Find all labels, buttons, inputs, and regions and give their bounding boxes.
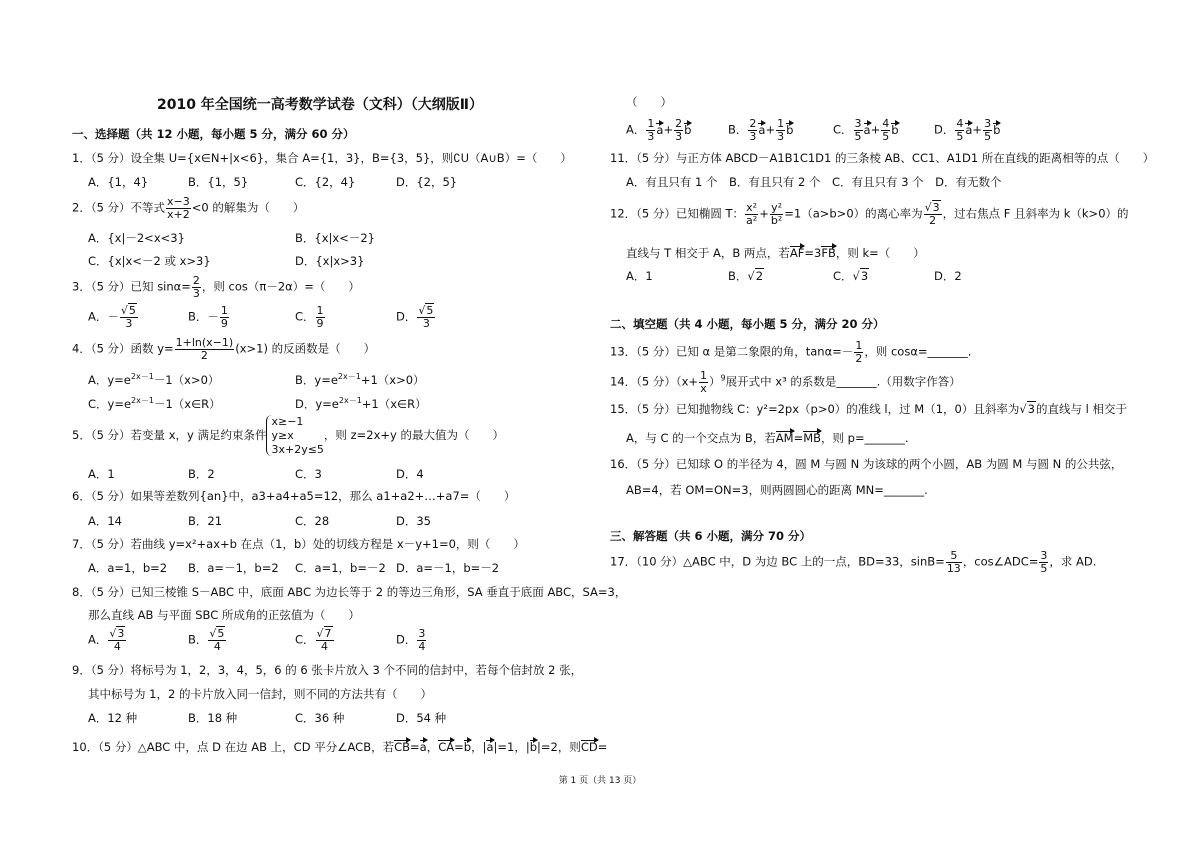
option-d: D． $\frac{3}{4}$ — [396, 627, 426, 653]
option-a: A．－ $\frac{√5}{3}$ — [88, 304, 136, 330]
option-b: B．{x|x<－2} — [295, 231, 375, 245]
option-b: B．－ $\frac{1}{9}$ — [188, 304, 228, 330]
option-c: C．3 — [295, 467, 322, 481]
option-b: B．a=－1，b=2 — [188, 561, 279, 575]
option-c: C． $\frac{1}{9}$ — [295, 304, 324, 330]
option-a: A． $\frac{√3}{4}$ — [88, 627, 125, 653]
option-b: B．{1，5} — [188, 175, 249, 189]
option-a: A．14 — [88, 514, 123, 528]
fraction: $\frac{x-3}{x+2}$ — [167, 195, 190, 221]
page-footer: 第 1 页（共 13 页） — [558, 776, 642, 786]
question-1: 1．（5 分）设全集 U={x∈N+|x<6}，集合 A={1，3}，B={3，5}，则∁U（A∪B）=（ ） — [72, 151, 572, 165]
option-b: B．2 — [188, 467, 215, 481]
question-16-line2: AB=4，若 OM=ON=3，则两圆圆心的距离 MN=_______. — [626, 483, 928, 497]
option-a: A．1 — [626, 269, 653, 283]
option-c: C．28 — [295, 514, 330, 528]
option-a: A． $\frac{1}{3}$ a+ $\frac{2}{3}$ b — [626, 117, 692, 143]
question-10: 10．（5 分）△ABC 中，点 D 在边 AB 上，CD 平分∠ACB，若CB=a，CA=b，|a|=1，|b|=2，则CD= — [72, 740, 608, 754]
page-title: 2010 年全国统一高考数学试卷（文科）（大纲版Ⅱ） — [156, 97, 484, 113]
option-b: B．21 — [188, 514, 223, 528]
option-a: A．{x|－2<x<3} — [88, 231, 185, 245]
option-d: D． $\frac{4}{5}$ a+ $\frac{3}{5}$ b — [934, 117, 1001, 143]
question-13: 13．（5 分）已知 α 是第二象限的角，tanα=－ $\frac{1}{2}$ ，则 cosα=_______. — [610, 339, 972, 365]
option-c: C．{x|x<－2 或 x>3} — [88, 254, 211, 268]
question-2: 2．（5 分）不等式 $\frac{x-3}{x+2}$ <0 的解集为（ ） — [72, 195, 305, 221]
question-12: 12．（5 分）已知椭圆 T： $\frac{\text{x²}}{\text{a²}}$ + $\frac{\text{y²}}{\text{b²}}$ =1（a>b>0）的离心率为 $\frac{√3}{2}$ ，过右焦点 F 且斜率为 k（k>0）的 — [610, 201, 1129, 227]
question-11: 11．（5 分）与正方体 ABCD－A1B1C1D1 的三条棱 AB、CC1、A1D1 所在直线的距离相等的点（ ） — [610, 151, 1155, 165]
option-d: D．$y=e^{2x-1}+1(x\in R)$ — [295, 396, 427, 411]
option-c: C． $\frac{√7}{4}$ — [295, 627, 332, 653]
option-c: C．√3 — [833, 269, 869, 283]
option-d: D．35 — [396, 514, 431, 528]
option-d: D． $\frac{√5}{3}$ — [396, 304, 434, 330]
option-b: B．$y=e^{2x-1}+1(x>0)$ — [295, 372, 425, 387]
option-a: A．12 种 — [88, 711, 138, 725]
question-15-line2: A，与 C 的一个交点为 B，若AM=MB，则 p=_______. — [626, 431, 909, 445]
question-11-options: A．有且只有 1 个 B．有且只有 2 个 C．有且只有 3 个 D．有无数个 — [626, 175, 1002, 189]
option-d: D．{2，5} — [396, 175, 458, 189]
option-d: D．{x|x>3} — [295, 254, 365, 268]
question-9-line2: 其中标号为 1，2 的卡片放入同一信封，则不同的方法共有（ ） — [88, 687, 432, 701]
option-c: C．36 种 — [295, 711, 345, 725]
option-d: D．a=－1，b=－2 — [396, 561, 500, 575]
option-a: A．{1，4} — [88, 175, 149, 189]
option-b: B．√2 — [728, 269, 764, 283]
option-d: D．54 种 — [396, 711, 447, 725]
option-b: B． $\frac{2}{3}$ a+ $\frac{1}{3}$ b — [728, 117, 794, 143]
option-c: C．{2，4} — [295, 175, 356, 189]
section-heading-fill: 二、填空题（共 4 小题，每小题 5 分，满分 20 分） — [610, 317, 885, 331]
question-8: 8．（5 分）已知三棱锥 S－ABC 中，底面 ABC 为边长等于 2 的等边三角形，SA 垂直于底面 ABC，SA=3， — [72, 585, 627, 599]
question-7: 7．（5 分）若曲线 y=x²+ax+b 在点（1，b）处的切线方程是 x－y+1=0，则（ ） — [72, 537, 525, 551]
option-a: A．a=1，b=2 — [88, 561, 168, 575]
option-b: B．18 种 — [188, 711, 238, 725]
question-6: 6．（5 分）如果等差数列{an}中，a3+a4+a5=12，那么 a1+a2+…+a7=（ ） — [72, 489, 516, 503]
option-d: D．4 — [396, 467, 424, 481]
section-heading-solve: 三、解答题（共 6 小题，满分 70 分） — [610, 529, 812, 543]
question-15: 15．（5 分）已知抛物线 C：y²=2px（p>0）的准线 l，过 M（1，0）且斜率为√3的直线与 l 相交于 — [610, 402, 1127, 416]
option-c: C．$y=e^{2x-1}-1(x\in R)$ — [88, 396, 221, 411]
question-12-line2: 直线与 T 相交于 A，B 两点，若AF=3FB，则 k=（ ） — [626, 246, 925, 260]
option-b: B． $\frac{√5}{4}$ — [188, 627, 225, 653]
question-8-line2: 那么直线 AB 与平面 SBC 所成角的正弦值为（ ） — [88, 608, 360, 622]
question-10-paren: （ ） — [626, 95, 672, 109]
option-a: A．1 — [88, 467, 115, 481]
option-c: C． $\frac{3}{5}$ a+ $\frac{4}{5}$ b — [833, 117, 899, 143]
option-a: A．$y=e^{2x-1}-1(x>0)$ — [88, 372, 220, 387]
constraint-system: x≥−1 y≥x 3x+2y≤5 — [266, 415, 323, 456]
question-4: 4．（5 分）函数 y= $\frac{1+\ln(x-1)}{2}$ (x>1) 的反函数是（ ） — [72, 336, 376, 362]
question-14: 14．（5 分）（x+ $\frac{1}{x}$ ）$^9$展开式中 x³ 的系数是_______.（用数字作答） — [610, 369, 961, 395]
question-16: 16．（5 分）已知球 O 的半径为 4，圆 M 与圆 N 为该球的两个小圆，AB 为圆 M 与圆 N 的公共弦， — [610, 457, 1123, 471]
question-17: 17．（10 分）△ABC 中，D 为边 BC 上的一点，BD=33，sinB= $\frac{5}{13}$ ，cos∠ADC= $\frac{3}{5}$ ，求 AD. — [610, 549, 1097, 575]
question-3: 3．（5 分）已知 sinα= $\frac{2}{3}$ ，则 cos（π－2α）=（ ） — [72, 274, 360, 300]
option-c: C．a=1，b=－2 — [295, 561, 386, 575]
question-5: 5．（5 分）若变量 x，y 满足约束条件 x≥−1 y≥x 3x+2y≤5 ，则 z=2x+y 的最大值为（ ） — [72, 415, 504, 456]
question-9: 9．（5 分）将标号为 1，2，3，4，5，6 的 6 张卡片放入 3 个不同的信封中，若每个信封放 2 张， — [72, 663, 583, 677]
section-heading-choice: 一、选择题（共 12 小题，每小题 5 分，满分 60 分） — [72, 127, 355, 141]
option-d: D．2 — [934, 269, 962, 283]
